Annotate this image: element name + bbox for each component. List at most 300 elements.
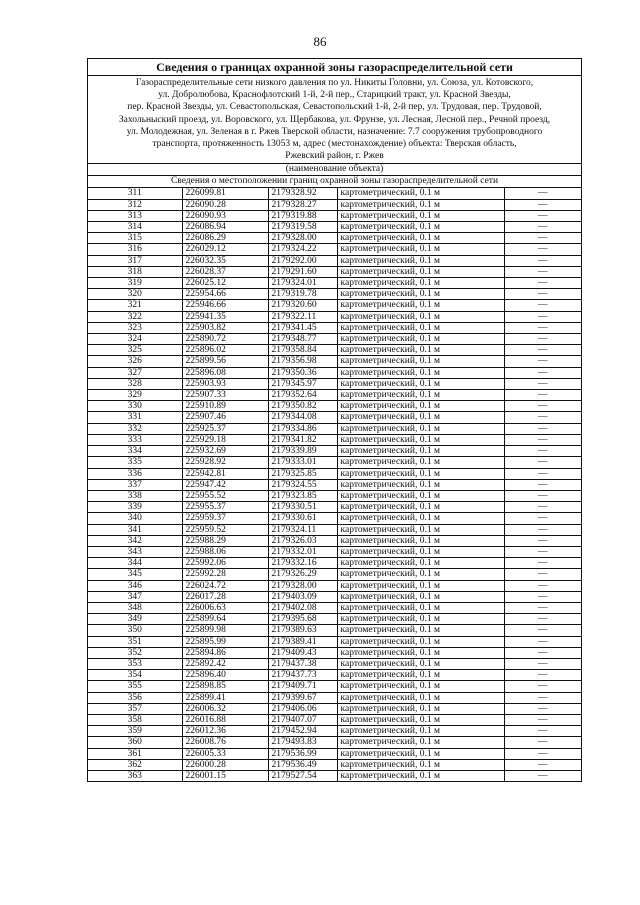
point-number-cell: 362 xyxy=(88,759,182,770)
method-cell: картометрический, 0.1 м xyxy=(337,423,504,434)
x-coordinate-cell: 225959.52 xyxy=(182,524,268,535)
method-cell: картометрический, 0.1 м xyxy=(337,468,504,479)
method-cell: картометрический, 0.1 м xyxy=(337,345,504,356)
method-cell: картометрический, 0.1 м xyxy=(337,334,504,345)
object-description-line: Газораспределительные сети низкого давления по ул. Никиты Головни, ул. Союза, ул. Котовского, xyxy=(135,78,534,88)
method-cell: картометрический, 0.1 м xyxy=(337,479,504,490)
x-coordinate-cell: 225910.89 xyxy=(182,401,268,412)
method-cell: картометрический, 0.1 м xyxy=(337,614,504,625)
point-number-cell: 352 xyxy=(88,647,182,658)
y-coordinate-cell: 2179328.00 xyxy=(268,580,337,591)
x-coordinate-cell: 225942.81 xyxy=(182,468,268,479)
point-number-cell: 336 xyxy=(88,468,182,479)
note-cell: — xyxy=(504,311,581,322)
point-number-cell: 338 xyxy=(88,490,182,501)
note-cell: — xyxy=(504,748,581,759)
note-cell: — xyxy=(504,412,581,423)
point-number-cell: 322 xyxy=(88,311,182,322)
x-coordinate-cell: 225899.41 xyxy=(182,692,268,703)
method-cell: картометрический, 0.1 м xyxy=(337,580,504,591)
table-row xyxy=(88,614,581,625)
table-row xyxy=(88,222,581,233)
note-cell: — xyxy=(504,457,581,468)
method-cell: картометрический, 0.1 м xyxy=(337,647,504,658)
method-cell: картометрический, 0.1 м xyxy=(337,658,504,669)
object-description-line: пер. Красной Звезды, ул. Севастопольская, Севастопольский 1-й, 2-й пер, ул. Трудовая, пер. Трудовой, xyxy=(127,102,542,113)
point-number-cell: 348 xyxy=(88,602,182,613)
method-cell: картометрический, 0.1 м xyxy=(337,401,504,412)
method-cell: картометрический, 0.1 м xyxy=(337,322,504,333)
x-coordinate-cell: 225898.85 xyxy=(182,681,268,692)
table-row xyxy=(88,726,581,737)
point-number-cell: 363 xyxy=(88,770,182,781)
y-coordinate-cell: 2179358.84 xyxy=(268,345,337,356)
table-row xyxy=(88,647,581,658)
x-coordinate-cell: 225988.06 xyxy=(182,546,268,557)
table-row xyxy=(88,266,581,277)
document-title: Сведения о границах охранной зоны газораспределительной сети xyxy=(88,59,581,76)
y-coordinate-cell: 2179319.88 xyxy=(268,210,337,221)
table-row xyxy=(88,233,581,244)
table-row xyxy=(88,737,581,748)
x-coordinate-cell: 226017.28 xyxy=(182,591,268,602)
x-coordinate-cell: 225890.72 xyxy=(182,334,268,345)
y-coordinate-cell: 2179291.60 xyxy=(268,266,337,277)
note-cell: — xyxy=(504,569,581,580)
method-cell: картометрический, 0.1 м xyxy=(337,546,504,557)
method-cell: картометрический, 0.1 м xyxy=(337,457,504,468)
method-cell: картометрический, 0.1 м xyxy=(337,524,504,535)
table-row xyxy=(88,199,581,210)
note-cell: — xyxy=(504,233,581,244)
table-row xyxy=(88,390,581,401)
point-number-cell: 319 xyxy=(88,278,182,289)
method-cell: картометрический, 0.1 м xyxy=(337,233,504,244)
table-row xyxy=(88,580,581,591)
object-description-line: Ржевский район, г. Ржев xyxy=(285,151,384,162)
method-cell: картометрический, 0.1 м xyxy=(337,412,504,423)
y-coordinate-cell: 2179319.58 xyxy=(268,222,337,233)
point-number-cell: 349 xyxy=(88,614,182,625)
y-coordinate-cell: 2179334.86 xyxy=(268,423,337,434)
point-number-cell: 330 xyxy=(88,401,182,412)
table-row xyxy=(88,446,581,457)
point-number-cell: 350 xyxy=(88,625,182,636)
y-coordinate-cell: 2179341.45 xyxy=(268,322,337,333)
y-coordinate-cell: 2179536.99 xyxy=(268,748,337,759)
table-row xyxy=(88,625,581,636)
y-coordinate-cell: 2179323.85 xyxy=(268,490,337,501)
y-coordinate-cell: 2179452.94 xyxy=(268,726,337,737)
point-number-cell: 346 xyxy=(88,580,182,591)
x-coordinate-cell: 226001.15 xyxy=(182,770,268,781)
x-coordinate-cell: 226005.33 xyxy=(182,748,268,759)
x-coordinate-cell: 225896.40 xyxy=(182,670,268,681)
point-number-cell: 355 xyxy=(88,681,182,692)
table-row xyxy=(88,367,581,378)
y-coordinate-cell: 2179437.38 xyxy=(268,658,337,669)
table-row xyxy=(88,714,581,725)
note-cell: — xyxy=(504,524,581,535)
y-coordinate-cell: 2179402.08 xyxy=(268,602,337,613)
x-coordinate-cell: 226016.88 xyxy=(182,714,268,725)
x-coordinate-cell: 225896.02 xyxy=(182,345,268,356)
point-number-cell: 343 xyxy=(88,546,182,557)
note-cell: — xyxy=(504,378,581,389)
method-cell: картометрический, 0.1 м xyxy=(337,770,504,781)
x-coordinate-cell: 225907.46 xyxy=(182,412,268,423)
y-coordinate-cell: 2179324.22 xyxy=(268,244,337,255)
method-cell: картометрический, 0.1 м xyxy=(337,703,504,714)
x-coordinate-cell: 225899.64 xyxy=(182,614,268,625)
note-cell: — xyxy=(504,401,581,412)
method-cell: картометрический, 0.1 м xyxy=(337,490,504,501)
y-coordinate-cell: 2179320.60 xyxy=(268,300,337,311)
note-cell: — xyxy=(504,703,581,714)
object-name-caption: (наименование объекта) xyxy=(88,164,581,176)
x-coordinate-cell: 226099.81 xyxy=(182,188,268,199)
method-cell: картометрический, 0.1 м xyxy=(337,513,504,524)
note-cell: — xyxy=(504,759,581,770)
point-number-cell: 329 xyxy=(88,390,182,401)
note-cell: — xyxy=(504,446,581,457)
y-coordinate-cell: 2179332.16 xyxy=(268,558,337,569)
coordinates-table xyxy=(88,188,581,781)
point-number-cell: 317 xyxy=(88,255,182,266)
x-coordinate-cell: 225894.86 xyxy=(182,647,268,658)
y-coordinate-cell: 2179352.64 xyxy=(268,390,337,401)
x-coordinate-cell: 226028.37 xyxy=(182,266,268,277)
point-number-cell: 314 xyxy=(88,222,182,233)
method-cell: картометрический, 0.1 м xyxy=(337,210,504,221)
table-row xyxy=(88,558,581,569)
table-row xyxy=(88,658,581,669)
y-coordinate-cell: 2179325.85 xyxy=(268,468,337,479)
table-row xyxy=(88,210,581,221)
table-row xyxy=(88,513,581,524)
note-cell: — xyxy=(504,558,581,569)
note-cell: — xyxy=(504,726,581,737)
x-coordinate-cell: 225941.35 xyxy=(182,311,268,322)
point-number-cell: 325 xyxy=(88,345,182,356)
x-coordinate-cell: 225988.29 xyxy=(182,535,268,546)
method-cell: картометрический, 0.1 м xyxy=(337,367,504,378)
note-cell: — xyxy=(504,345,581,356)
method-cell: картометрический, 0.1 м xyxy=(337,714,504,725)
note-cell: — xyxy=(504,210,581,221)
table-row xyxy=(88,401,581,412)
x-coordinate-cell: 225899.56 xyxy=(182,356,268,367)
table-row xyxy=(88,334,581,345)
point-number-cell: 313 xyxy=(88,210,182,221)
point-number-cell: 321 xyxy=(88,300,182,311)
note-cell: — xyxy=(504,647,581,658)
note-cell: — xyxy=(504,334,581,345)
y-coordinate-cell: 2179527.54 xyxy=(268,770,337,781)
note-cell: — xyxy=(504,692,581,703)
y-coordinate-cell: 2179403.09 xyxy=(268,591,337,602)
method-cell: картометрический, 0.1 м xyxy=(337,726,504,737)
point-number-cell: 333 xyxy=(88,434,182,445)
x-coordinate-cell: 226006.32 xyxy=(182,703,268,714)
x-coordinate-cell: 225946.66 xyxy=(182,300,268,311)
table-row xyxy=(88,468,581,479)
object-description-line: ул. Добролюбова, Краснофлотский 1-й, 2-й пер., Старицкий тракт, ул. Красной Звезды, xyxy=(158,90,511,101)
y-coordinate-cell: 2179330.61 xyxy=(268,513,337,524)
table-row xyxy=(88,412,581,423)
note-cell: — xyxy=(504,367,581,378)
note-cell: — xyxy=(504,714,581,725)
table-row xyxy=(88,378,581,389)
x-coordinate-cell: 226032.35 xyxy=(182,255,268,266)
note-cell: — xyxy=(504,681,581,692)
note-cell: — xyxy=(504,434,581,445)
point-number-cell: 341 xyxy=(88,524,182,535)
method-cell: картометрический, 0.1 м xyxy=(337,591,504,602)
page-number: 86 xyxy=(313,34,327,49)
method-cell: картометрический, 0.1 м xyxy=(337,681,504,692)
note-cell: — xyxy=(504,602,581,613)
note-cell: — xyxy=(504,658,581,669)
x-coordinate-cell: 225955.37 xyxy=(182,502,268,513)
method-cell: картометрический, 0.1 м xyxy=(337,692,504,703)
note-cell: — xyxy=(504,670,581,681)
note-cell: — xyxy=(504,390,581,401)
x-coordinate-cell: 225928.92 xyxy=(182,457,268,468)
table-row xyxy=(88,546,581,557)
note-cell: — xyxy=(504,244,581,255)
note-cell: — xyxy=(504,502,581,513)
y-coordinate-cell: 2179328.92 xyxy=(268,188,337,199)
x-coordinate-cell: 225947.42 xyxy=(182,479,268,490)
point-number-cell: 353 xyxy=(88,658,182,669)
x-coordinate-cell: 225895.99 xyxy=(182,636,268,647)
y-coordinate-cell: 2179332.01 xyxy=(268,546,337,557)
method-cell: картометрический, 0.1 м xyxy=(337,625,504,636)
x-coordinate-cell: 226029.12 xyxy=(182,244,268,255)
x-coordinate-cell: 226006.63 xyxy=(182,602,268,613)
note-cell: — xyxy=(504,546,581,557)
x-coordinate-cell: 225903.93 xyxy=(182,378,268,389)
note-cell: — xyxy=(504,266,581,277)
point-number-cell: 337 xyxy=(88,479,182,490)
y-coordinate-cell: 2179345.97 xyxy=(268,378,337,389)
note-cell: — xyxy=(504,636,581,647)
y-coordinate-cell: 2179406.06 xyxy=(268,703,337,714)
x-coordinate-cell: 226086.94 xyxy=(182,222,268,233)
x-coordinate-cell: 225892.42 xyxy=(182,658,268,669)
x-coordinate-cell: 225992.06 xyxy=(182,558,268,569)
table-row xyxy=(88,681,581,692)
point-number-cell: 312 xyxy=(88,199,182,210)
table-row xyxy=(88,322,581,333)
table-row xyxy=(88,479,581,490)
y-coordinate-cell: 2179348.77 xyxy=(268,334,337,345)
method-cell: картометрический, 0.1 м xyxy=(337,602,504,613)
y-coordinate-cell: 2179437.73 xyxy=(268,670,337,681)
table-row xyxy=(88,692,581,703)
point-number-cell: 361 xyxy=(88,748,182,759)
table-row xyxy=(88,244,581,255)
method-cell: картометрический, 0.1 м xyxy=(337,636,504,647)
point-number-cell: 324 xyxy=(88,334,182,345)
note-cell: — xyxy=(504,322,581,333)
x-coordinate-cell: 226090.93 xyxy=(182,210,268,221)
point-number-cell: 332 xyxy=(88,423,182,434)
method-cell: картометрический, 0.1 м xyxy=(337,300,504,311)
x-coordinate-cell: 226024.72 xyxy=(182,580,268,591)
method-cell: картометрический, 0.1 м xyxy=(337,278,504,289)
method-cell: картометрический, 0.1 м xyxy=(337,356,504,367)
point-number-cell: 339 xyxy=(88,502,182,513)
note-cell: — xyxy=(504,614,581,625)
note-cell: — xyxy=(504,278,581,289)
object-description xyxy=(88,76,581,164)
point-number-cell: 328 xyxy=(88,378,182,389)
table-row xyxy=(88,356,581,367)
y-coordinate-cell: 2179324.01 xyxy=(268,278,337,289)
y-coordinate-cell: 2179350.82 xyxy=(268,401,337,412)
method-cell: картометрический, 0.1 м xyxy=(337,266,504,277)
y-coordinate-cell: 2179292.00 xyxy=(268,255,337,266)
table-row xyxy=(88,602,581,613)
point-number-cell: 327 xyxy=(88,367,182,378)
point-number-cell: 345 xyxy=(88,569,182,580)
table-row xyxy=(88,748,581,759)
y-coordinate-cell: 2179389.41 xyxy=(268,636,337,647)
point-number-cell: 326 xyxy=(88,356,182,367)
method-cell: картометрический, 0.1 м xyxy=(337,311,504,322)
y-coordinate-cell: 2179328.27 xyxy=(268,199,337,210)
y-coordinate-cell: 2179389.63 xyxy=(268,625,337,636)
table-row xyxy=(88,770,581,781)
x-coordinate-cell: 226086.29 xyxy=(182,233,268,244)
method-cell: картометрический, 0.1 м xyxy=(337,199,504,210)
x-coordinate-cell: 225959.37 xyxy=(182,513,268,524)
method-cell: картометрический, 0.1 м xyxy=(337,390,504,401)
table-row xyxy=(88,759,581,770)
method-cell: картометрический, 0.1 м xyxy=(337,535,504,546)
method-cell: картометрический, 0.1 м xyxy=(337,255,504,266)
note-cell: — xyxy=(504,625,581,636)
y-coordinate-cell: 2179324.11 xyxy=(268,524,337,535)
table-row xyxy=(88,502,581,513)
note-cell: — xyxy=(504,737,581,748)
x-coordinate-cell: 226000.28 xyxy=(182,759,268,770)
x-coordinate-cell: 226090.28 xyxy=(182,199,268,210)
method-cell: картометрический, 0.1 м xyxy=(337,558,504,569)
method-cell: картометрический, 0.1 м xyxy=(337,737,504,748)
point-number-cell: 347 xyxy=(88,591,182,602)
y-coordinate-cell: 2179350.36 xyxy=(268,367,337,378)
y-coordinate-cell: 2179407.07 xyxy=(268,714,337,725)
method-cell: картометрический, 0.1 м xyxy=(337,502,504,513)
point-number-cell: 360 xyxy=(88,737,182,748)
coordinates-table-body xyxy=(88,188,581,781)
y-coordinate-cell: 2179409.43 xyxy=(268,647,337,658)
table-row xyxy=(88,524,581,535)
point-number-cell: 323 xyxy=(88,322,182,333)
point-number-cell: 331 xyxy=(88,412,182,423)
point-number-cell: 344 xyxy=(88,558,182,569)
point-number-cell: 318 xyxy=(88,266,182,277)
y-coordinate-cell: 2179395.68 xyxy=(268,614,337,625)
method-cell: картометрический, 0.1 м xyxy=(337,244,504,255)
method-cell: картометрический, 0.1 м xyxy=(337,446,504,457)
method-cell: картометрический, 0.1 м xyxy=(337,670,504,681)
x-coordinate-cell: 226008.76 xyxy=(182,737,268,748)
table-row xyxy=(88,300,581,311)
x-coordinate-cell: 226025.12 xyxy=(182,278,268,289)
table-row xyxy=(88,311,581,322)
note-cell: — xyxy=(504,289,581,300)
y-coordinate-cell: 2179324.55 xyxy=(268,479,337,490)
point-number-cell: 358 xyxy=(88,714,182,725)
point-number-cell: 320 xyxy=(88,289,182,300)
x-coordinate-cell: 225925.37 xyxy=(182,423,268,434)
note-cell: — xyxy=(504,490,581,501)
note-cell: — xyxy=(504,356,581,367)
point-number-cell: 335 xyxy=(88,457,182,468)
point-number-cell: 356 xyxy=(88,692,182,703)
y-coordinate-cell: 2179333.01 xyxy=(268,457,337,468)
method-cell: картометрический, 0.1 м xyxy=(337,289,504,300)
note-cell: — xyxy=(504,188,581,199)
method-cell: картометрический, 0.1 м xyxy=(337,378,504,389)
method-cell: картометрический, 0.1 м xyxy=(337,222,504,233)
point-number-cell: 340 xyxy=(88,513,182,524)
x-coordinate-cell: 225954.66 xyxy=(182,289,268,300)
method-cell: картометрический, 0.1 м xyxy=(337,434,504,445)
object-description-line: Захольныский проезд, ул. Воровского, ул. Щербакова, ул. Фрунзе, ул. Лесная, Лесной пер., Речной проезд, xyxy=(118,114,551,125)
point-number-cell: 354 xyxy=(88,670,182,681)
table-row xyxy=(88,188,581,199)
x-coordinate-cell: 225896.08 xyxy=(182,367,268,378)
table-row xyxy=(88,289,581,300)
y-coordinate-cell: 2179319.78 xyxy=(268,289,337,300)
y-coordinate-cell: 2179326.03 xyxy=(268,535,337,546)
method-cell: картометрический, 0.1 м xyxy=(337,569,504,580)
object-description-line: транспорта, протяженность 13053 м, адрес (местонахождение) объекта: Тверская область, xyxy=(152,139,517,150)
x-coordinate-cell: 225907.33 xyxy=(182,390,268,401)
note-cell: — xyxy=(504,423,581,434)
table-row xyxy=(88,535,581,546)
note-cell: — xyxy=(504,535,581,546)
y-coordinate-cell: 2179536.49 xyxy=(268,759,337,770)
table-row xyxy=(88,490,581,501)
object-description-line: ул. Молодежная, ул. Зеленая в г. Ржев Тверской области, назначение: 7.7 сооружения трубопроводного xyxy=(126,126,543,137)
y-coordinate-cell: 2179399.67 xyxy=(268,692,337,703)
point-number-cell: 316 xyxy=(88,244,182,255)
x-coordinate-cell: 225903.82 xyxy=(182,322,268,333)
y-coordinate-cell: 2179330.51 xyxy=(268,502,337,513)
section-header: Сведения о местоположении границ охранной зоны газораспределительной сети xyxy=(88,176,581,188)
note-cell: — xyxy=(504,580,581,591)
table-row xyxy=(88,591,581,602)
note-cell: — xyxy=(504,300,581,311)
note-cell: — xyxy=(504,199,581,210)
x-coordinate-cell: 225992.28 xyxy=(182,569,268,580)
x-coordinate-cell: 225929.18 xyxy=(182,434,268,445)
boundary-document xyxy=(87,58,582,782)
method-cell: картометрический, 0.1 м xyxy=(337,748,504,759)
note-cell: — xyxy=(504,513,581,524)
table-row xyxy=(88,457,581,468)
table-row xyxy=(88,423,581,434)
table-row xyxy=(88,569,581,580)
y-coordinate-cell: 2179328.00 xyxy=(268,233,337,244)
point-number-cell: 334 xyxy=(88,446,182,457)
